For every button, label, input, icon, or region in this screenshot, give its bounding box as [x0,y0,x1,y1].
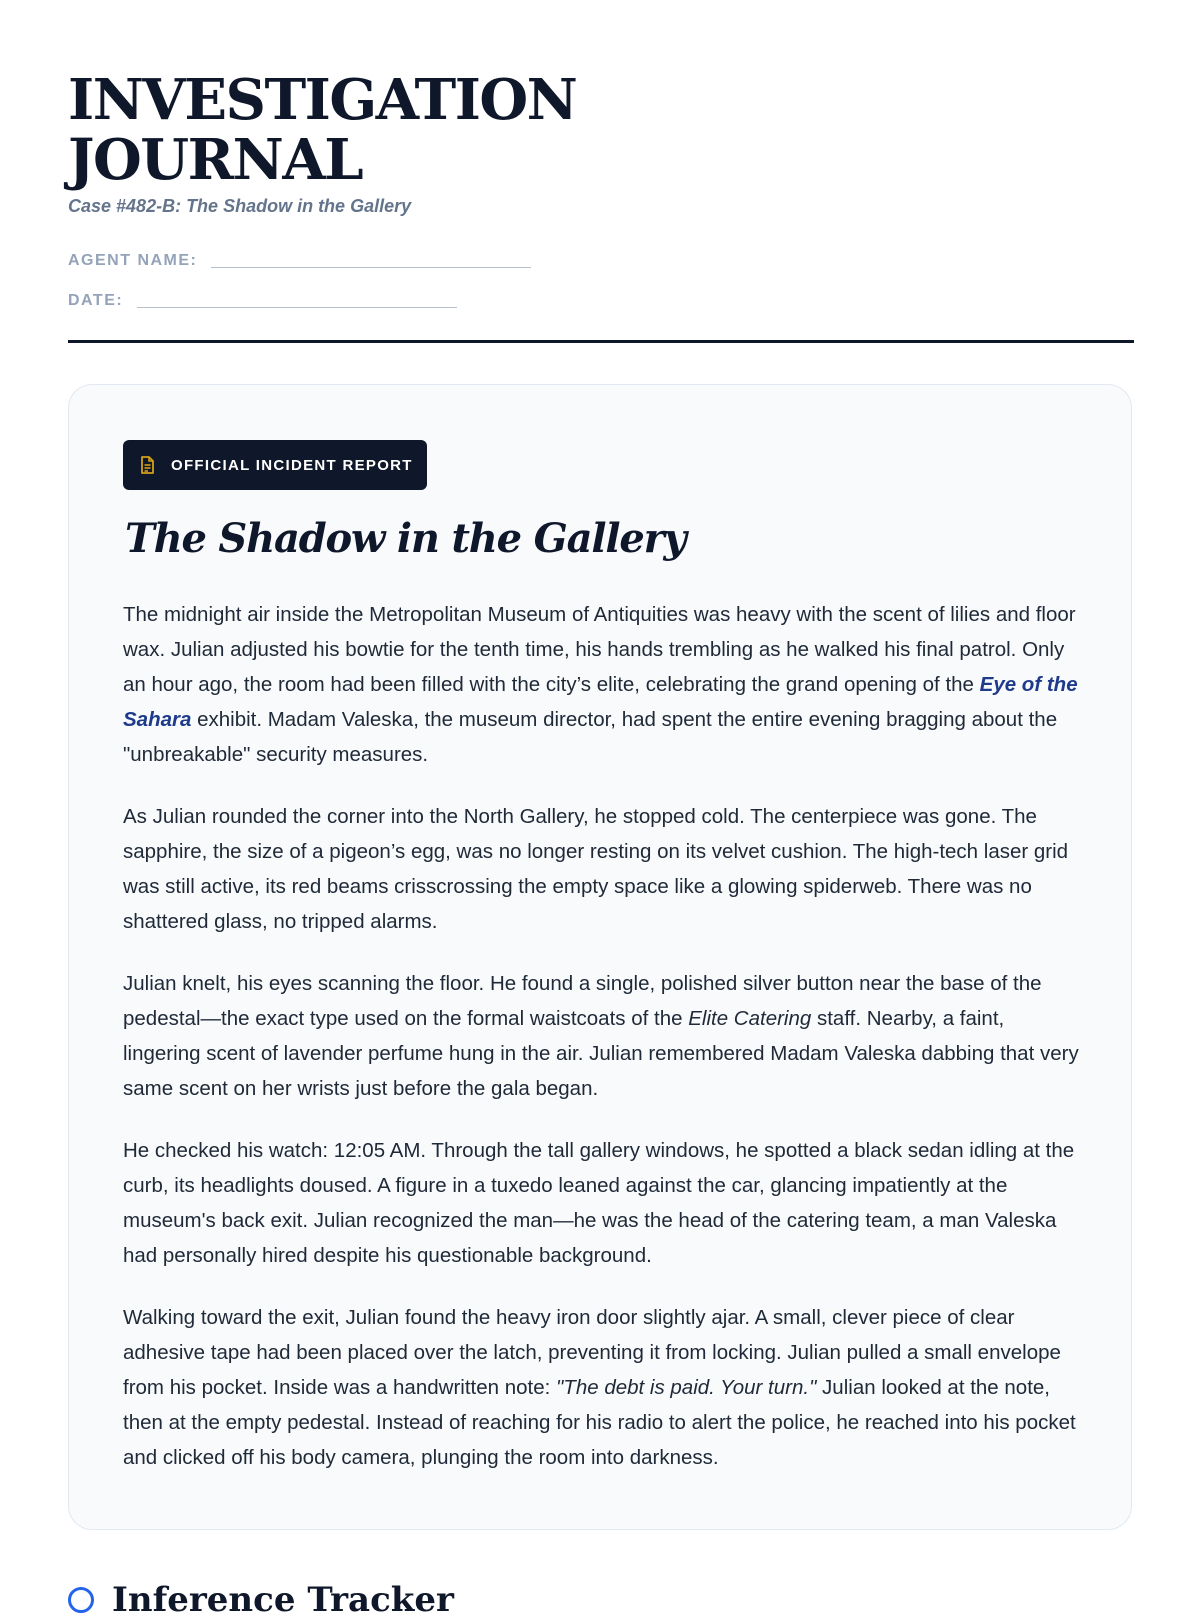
title-line-2: JOURNAL [68,127,363,193]
report-badge-label: OFFICIAL INCIDENT REPORT [171,456,413,474]
document-icon [137,455,157,475]
date-line[interactable] [137,307,457,308]
report-badge [123,440,427,490]
agent-name-field [68,252,531,270]
note-quote: "The debt is paid. Your turn." [556,1376,817,1399]
story-title: The Shadow in the Gallery [125,515,686,562]
title-line-1: INVESTIGATION [68,67,577,133]
date-label: DATE: [68,292,124,309]
exhibit-name: Eye of the Sahara [123,673,1078,731]
inference-tracker-heading [68,1580,454,1620]
story-paragraph-4: He checked his watch: 12:05 AM. Through the tall gallery windows, he spotted a black sedan idling at the curb, its headlights doused. A figure in a tuxedo leaned against the car, glancing impatiently at the museum's back exit. Julian recognized the man—he was the head of the catering team, a man Valeska had personally hired despite his questionable background. [123,1139,1075,1267]
incident-report-card [68,384,1132,1530]
agent-name-line[interactable] [211,267,531,268]
agent-name-label: AGENT NAME: [68,252,198,269]
story-body [123,597,1083,1502]
case-subtitle: Case #482-B: The Shadow in the Gallery [68,196,412,216]
header-divider [68,340,1134,343]
story-paragraph-1: The midnight air inside the Metropolitan Museum of Antiquities was heavy with the scent of lilies and floor wax. Julian adjusted his bowtie for the tenth time, his hands trembling as he walked his final patrol. Only an hour ago, the room had been filled with the city’s elite, celebrating the grand opening of the Eye of the Sahara exhibit. Madam Valeska, the museum director, had spent the entire evening bragging about the "unbreakable" security measures. [123,603,1078,766]
story-paragraph-3: Julian knelt, his eyes scanning the floor. He found a single, polished silver button near the base of the pedestal—the exact type used on the formal waistcoats of the Elite Catering staff. Nearby, a faint, lingering scent of lavender perfume hung in the air. Julian remembered Madam Valeska dabbing that very same scent on her wrists just before the gala began. [123,972,1079,1100]
circle-icon [68,1587,94,1613]
date-field [68,292,457,310]
inference-tracker-title: Inference Tracker [112,1580,454,1620]
story-paragraph-5: Walking toward the exit, Julian found the heavy iron door slightly ajar. A small, clever piece of clear adhesive tape had been placed over the latch, preventing it from locking. Julian pulled a small envelope from his pocket. Inside was a handwritten note: "The debt is paid. Your turn." Julian looked at the note, then at the empty pedestal. Instead of reaching for his radio to alert the police, he reached into his pocket and clicked off his body camera, plunging the room into darkness. [123,1306,1076,1469]
journal-title [68,67,577,193]
story-paragraph-2: As Julian rounded the corner into the North Gallery, he stopped cold. The centerpiece was gone. The sapphire, the size of a pigeon’s egg, was no longer resting on its velvet cushion. The high-tech laser grid was still active, its red beams crisscrossing the empty space like a glowing spiderweb. There was no shattered glass, no tripped alarms. [123,805,1069,933]
catering-name: Elite Catering [688,1007,812,1030]
